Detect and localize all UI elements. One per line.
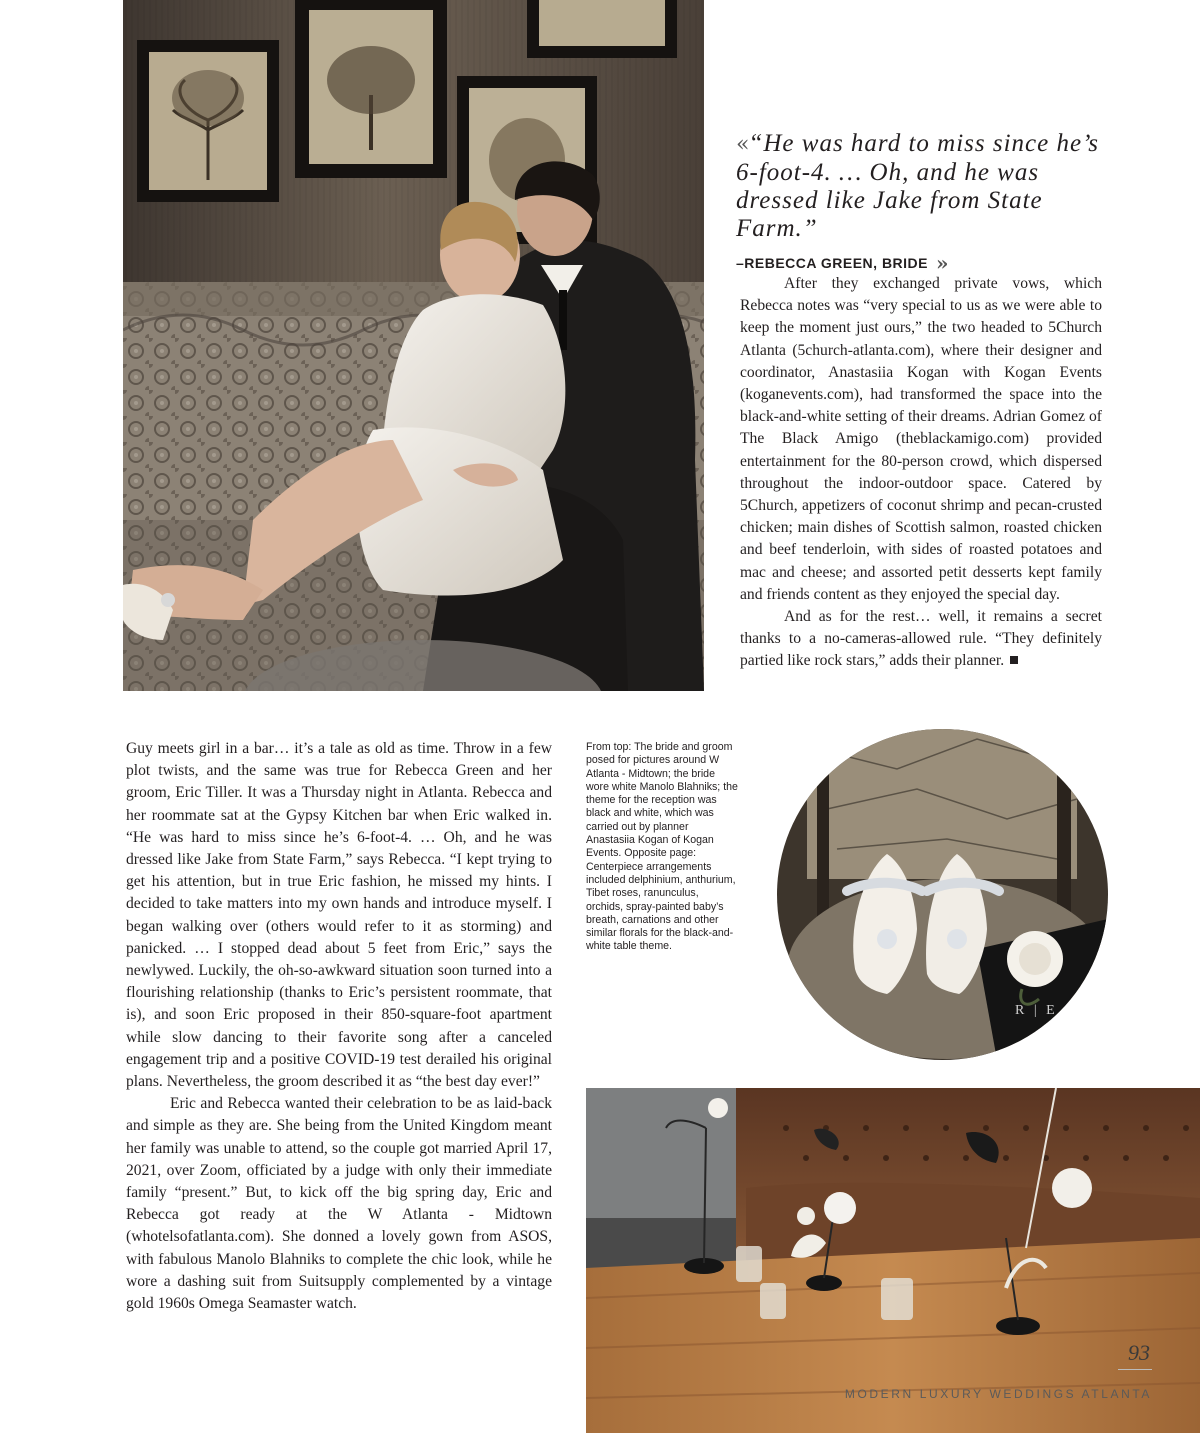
photo-caption: From top: The bride and groom posed for pictures around W Atlanta - Midtown; the bride wore white Manolo Blahniks; the theme for the reception was black and white, which was carried out by planner Anastasiia Kogan of Kogan Events. Opposite page: Centerpiece arrangements included delphinium, anthurium, Tibet roses, ranunculus, orchids, spray-painted baby’s breath, carnations and other similar florals for the black-and-white table theme.: [586, 741, 738, 953]
magazine-name: MODERN LUXURY WEDDINGS ATLANTA: [844, 1387, 1152, 1401]
right-paragraph-1: After they exchanged private vows, which Rebecca notes was “very special to us as we were able to keep the moment just ours,” the two headed to 5Church Atlanta (5church-atlanta.com), where their designer and coordinator, Anastasiia Kogan with Kogan Events (koganevents.com), had transformed the space into the black-and-white setting of their dreams. Adrian Gomez of The Black Amigo (theblackamigo.com) provided entertainment for the 80-person crowd, which dispersed throughout the indoor-outdoor space. Catered by 5Church, appetizers of coconut shrimp and pecan-crusted chicken; main dishes of Scottish salmon, roasted chicken and beef tenderloin, with sides of roasted potatoes and mac and cheese; and assorted petit desserts kept family and friends content as they enjoyed the special day.: [740, 275, 1102, 603]
couple-on-sofa-photo: [123, 0, 704, 691]
pull-quote-body: “He was hard to miss since he’s 6-foot-4. … Oh, and he was dressed like Jake from State Farm.”: [736, 130, 1099, 242]
monogram-box-text: R | E: [1015, 1003, 1058, 1018]
page-number-rule: [1118, 1369, 1152, 1370]
pull-quote: [736, 130, 1116, 275]
bridal-shoes-photo: [777, 729, 1108, 1060]
end-of-article-mark: [1010, 656, 1018, 664]
right-paragraph-2: [740, 606, 1102, 673]
pull-quote-attribution-row: [736, 251, 1116, 275]
close-quote-mark: »: [936, 251, 946, 275]
left-text-column: [126, 738, 552, 1315]
centerpiece-table-photo: [586, 1088, 1200, 1433]
pull-quote-attribution: –REBECCA GREEN, BRIDE: [736, 255, 929, 271]
right-text-column: [740, 273, 1102, 673]
page-number: 93: [1128, 1340, 1150, 1365]
open-quote-mark: «: [736, 132, 747, 157]
right-paragraph-2-text: And as for the rest… well, it remains a secret thanks to a no-cameras-allowed rule. “They definitely partied like rock stars,” adds their planner.: [740, 608, 1102, 670]
left-paragraph-2: Eric and Rebecca wanted their celebration to be as laid-back and simple as they are. She being from the United Kingdom meant her family was unable to attend, so the couple got married April 17, 2021, over Zoom, officiated by a judge with only their immediate family “present.” But, to kick off the big spring day, Eric and Rebecca got ready at the W Atlanta - Midtown (whotelsofatlanta.com). She donned a lovely gown from ASOS, with fabulous Manolo Blahniks to complete the chic look, while he wore a dashing suit from Suitsupply complemented by a vintage gold 1960s Omega Seamaster watch.: [126, 1095, 552, 1313]
pull-quote-text: [736, 130, 1116, 243]
left-paragraph-1: Guy meets girl in a bar… it’s a tale as old as time. Throw in a few plot twists, and the same was true for Rebecca Green and her groom, Eric Tiller. It was a Thursday night in Atlanta. Rebecca and her roommate sat at the Gypsy Kitchen bar when Eric walked in. “He was hard to miss since he’s 6-foot-4. … Oh, and he was dressed like Jake from State Farm,” says Rebecca. “I kept trying to get his attention, but in true Eric fashion, he missed my hints. I decided to take matters into my own hands and introduce myself. I began walking over (others would refer to it as storming) and panicked. … I stopped dead about 5 feet from Eric,” says the newlywed. Luckily, the oh-so-awkward situation soon turned into a flourishing relationship (thanks to Eric’s persistent roommate, that is), and soon Eric proposed in their 850-square-foot apartment while slow dancing to their favorite song after a canceled engagement trip and a positive COVID-19 test derailed his original plans. Nevertheless, the groom described it as “the best day ever!”: [126, 740, 552, 1091]
